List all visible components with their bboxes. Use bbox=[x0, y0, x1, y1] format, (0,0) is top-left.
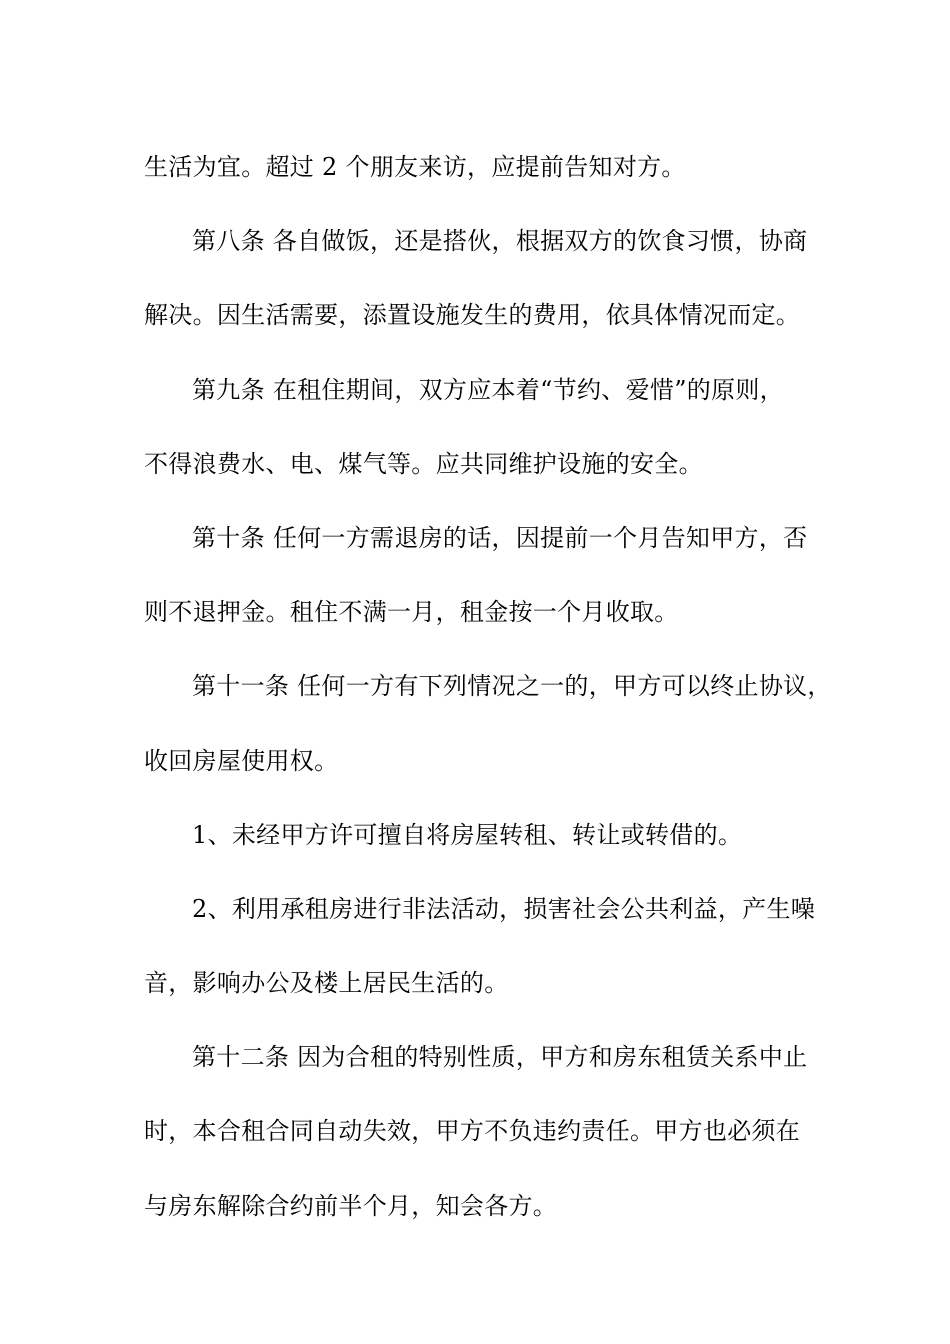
text-line: 时，本合租合同自动失效，甲方不负违约责任。甲方也必须在 bbox=[144, 1117, 801, 1146]
text-line: 则不退押金。租住不满一月，租金按一个月收取。 bbox=[144, 598, 679, 627]
text-line: 音，影响办公及楼上居民生活的。 bbox=[144, 969, 509, 998]
text-line: 第十二条 因为合租的特别性质，甲方和房东租赁关系中止 bbox=[192, 1043, 808, 1072]
text-line: 解决。因生活需要，添置设施发生的费用，依具体情况而定。 bbox=[144, 301, 801, 330]
text-line: 第九条 在租住期间，双方应本着“节约、爱惜”的原则， bbox=[192, 375, 784, 404]
text-line: 第十一条 任何一方有下列情况之一的，甲方可以终止协议， bbox=[192, 672, 832, 701]
text-line: 2、利用承租房进行非法活动，损害社会公共利益，产生噪 bbox=[192, 894, 816, 923]
text-line: 不得浪费水、电、煤气等。应共同维护设施的安全。 bbox=[144, 449, 703, 478]
text-line: 第八条 各自做饭，还是搭伙，根据双方的饮食习惯，协商 bbox=[192, 227, 808, 256]
text-line: 1、未经甲方许可擅自将房屋转租、转让或转借的。 bbox=[192, 820, 743, 849]
text-line: 收回房屋使用权。 bbox=[144, 746, 339, 775]
document-body bbox=[144, 130, 832, 1243]
text-line: 与房东解除合约前半个月，知会各方。 bbox=[144, 1191, 558, 1220]
text-line: 生活为宜。超过 2 个朋友来访，应提前告知对方。 bbox=[144, 153, 686, 181]
text-line: 第十条 任何一方需退房的话，因提前一个月告知甲方，否 bbox=[192, 523, 808, 552]
